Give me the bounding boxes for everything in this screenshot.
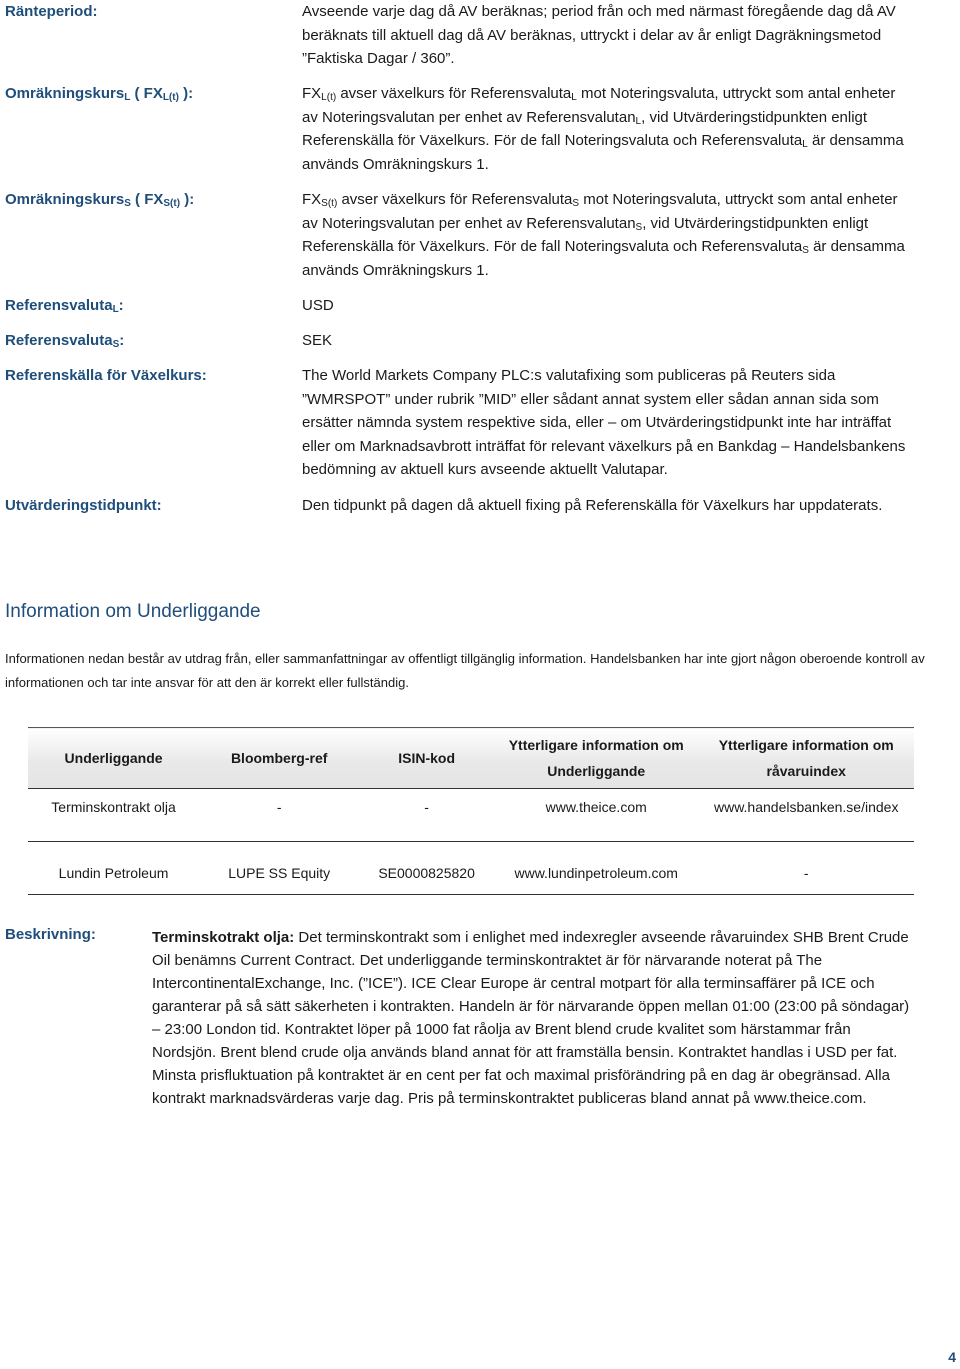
description-lead: Terminskotrakt olja:	[152, 929, 295, 946]
table-cell-link[interactable]: www.lundinpetroleum.com	[494, 842, 698, 895]
table-cell: SE0000825820	[359, 842, 494, 895]
table-cell: LUPE SS Equity	[199, 842, 359, 895]
term-referensvaluta-s: Referensvaluta$_S$:	[5, 332, 125, 350]
description-text	[152, 926, 912, 1110]
table-header: Bloomberg-ref	[199, 728, 359, 789]
table-cell: -	[199, 789, 359, 842]
term-omrakningskurs-s: Omräkningskurs$_S$ ( $FX_{S(t)}$ ):	[5, 191, 195, 209]
def-referensvaluta-l: USD	[302, 297, 334, 314]
term-utvarderingstidpunkt: Utvärderingstidpunkt:	[5, 497, 162, 514]
term-referensvaluta-l: Referensvaluta$_L$:	[5, 297, 124, 315]
page-number: 4	[948, 1349, 956, 1365]
table-header: ISIN-kod	[359, 728, 494, 789]
table-row	[28, 789, 914, 842]
table-header: Ytterligare information om råvaruindex	[698, 728, 914, 789]
description-body: Det terminskontrakt som i enlighet med indexregler avseende råvaruindex SHB Brent Crude Oil benämns Current Contract. Det underliggande terminskontraktet är för närvarande noterat på The IntercontinentalExchange, Inc. (”ICE”). ICE Clear Europe är central motpart för alla terminsaffärer på ICE och garanterar på så sätt säkerheten i kontrakten. Handeln är för närvarande öppen mellan 01:00 (23:00 på söndagar) – 23:00 London tid. Kontraktet löper på 1000 fat råolja av Brent blend crude kvalitet som härstammar från Nordsjön. Brent blend crude olja används bland annat för att framställa bensin. Kontraktet handlas i USD per fat. Minsta prisfluktuation på kontraktet är en cent per fat och maximal prisförändring på en dag är obegränsad. Alla kontrakt marknadsvärderas varje dag. Pris på terminskontraktet publiceras bland annat på www.theice.com.	[152, 929, 910, 1107]
term-omrakningskurs-l: Omräkningskurs$_L$ ( $FX_{L(t)}$ ):	[5, 85, 194, 103]
section-intro: Informationen nedan består av utdrag från, eller sammanfattningar av offentligt tillgänglig information. Handelsbanken har inte gjort någon oberoende kontroll av informationen och tar inte ansvar för att den är korrekt eller fullständig.	[5, 651, 925, 690]
table-cell-link[interactable]: www.handelsbanken.se/index	[698, 789, 914, 842]
term-referenskalla: Referenskälla för Växelkurs:	[5, 367, 207, 384]
description-label: Beskrivning:	[5, 926, 96, 943]
def-utvarderingstidpunkt: Den tidpunkt på dagen då aktuell fixing på Referenskälla för Växelkurs har uppdaterats.	[302, 497, 883, 514]
table-cell-link[interactable]: www.theice.com	[494, 789, 698, 842]
table-header: Underliggande	[28, 728, 199, 789]
term-ranteperiod: Ränteperiod:	[5, 3, 98, 20]
section-title: Information om Underliggande	[5, 601, 261, 622]
table-row	[28, 842, 914, 895]
def-referenskalla: The World Markets Company PLC:s valutafixing som publiceras på Reuters sida ”WMRSPOT” under rubrik ”MID” eller sådant annat system eller sådan annan sida som ersätter nämnda system respektive sida, eller – om Utvärderingstidpunkt inte har inträffat eller om Marknadsavbrott inträffat för relevant växelkurs på en Bankdag – Handelsbankens bedömning av aktuell kurs avseende aktuellt Valutapar.	[302, 367, 906, 478]
table-cell: -	[359, 789, 494, 842]
def-referensvaluta-s: SEK	[302, 332, 333, 349]
table-header-row	[28, 728, 914, 789]
underlying-table	[28, 727, 914, 895]
table-header: Ytterligare information om Underliggande	[494, 728, 698, 789]
def-omrakningskurs-s: $FX_{S(t)}$ avser växelkurs för Referensvaluta$_S$ mot Noteringsvaluta, uttryckt som antal enheter av Noteringsvalutan per enhet av Referensvalutan$_S$, vid Utvärderingstidpunkten enligt Referenskälla för Växelkurs. För de fall Noteringsvaluta och Referensvaluta$_S$ är densamma används Omräkningskurs 1.	[302, 191, 905, 279]
def-omrakningskurs-l: $FX_{L(t)}$ avser växelkurs för Referensvaluta$_L$ mot Noteringsvaluta, uttryckt som antal enheter av Noteringsvalutan per enhet av Referensvalutan$_L$, vid Utvärderingstidpunkten enligt Referenskälla för Växelkurs. För de fall Noteringsvaluta och Referensvaluta$_L$ är densamma används Omräkningskurs 1.	[302, 85, 904, 173]
table-cell: Terminskontrakt olja	[28, 789, 199, 842]
def-ranteperiod: Avseende varje dag då AV beräknas; period från och med närmast föregående dag då AV beräknats till aktuell dag då AV beräknas, uttryckt i delar av år enligt Dagräkningsmetod ”Faktiska Dagar / 360”.	[302, 3, 896, 67]
table-cell: Lundin Petroleum	[28, 842, 199, 895]
table-cell: -	[698, 842, 914, 895]
